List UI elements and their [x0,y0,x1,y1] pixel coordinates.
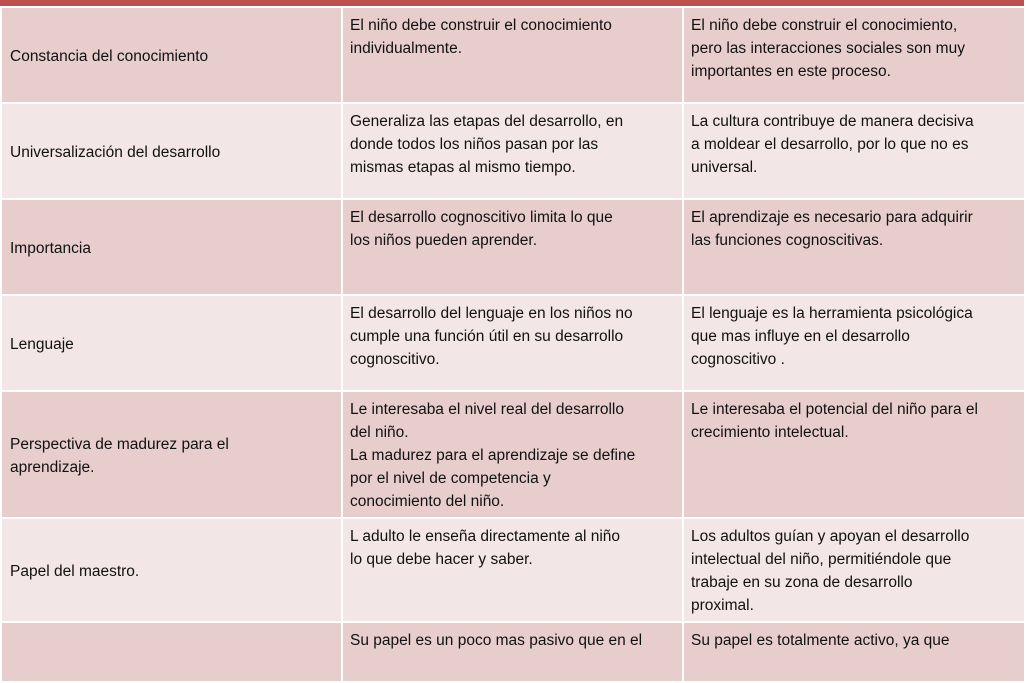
theory-a-cell: L adulto le enseña directamente al niño lo que debe hacer y saber. [342,518,683,622]
aspect-cell: Importancia [1,199,342,295]
theory-b-cell: Le interesaba el potencial del niño para el crecimiento intelectual. [683,391,1025,518]
aspect-cell: Universalización del desarrollo [1,103,342,199]
table-row [1,103,1025,199]
comparison-table [0,6,1026,683]
theory-b-cell: El aprendizaje es necesario para adquirir las funciones cognoscitivas. [683,199,1025,295]
theory-b-cell: El lenguaje es la herramienta psicológica que mas influye en el desarrollo cognoscitivo . [683,295,1025,391]
aspect-cell: Perspectiva de madurez para el aprendizaje. [1,391,342,518]
table-row [1,7,1025,103]
theory-b-cell: La cultura contribuye de manera decisiva a moldear el desarrollo, por lo que no es universal. [683,103,1025,199]
table-row [1,295,1025,391]
theory-b-cell: El niño debe construir el conocimiento, pero las interacciones sociales son muy importantes en este proceso. [683,7,1025,103]
table-row [1,622,1025,682]
theory-a-cell: El niño debe construir el conocimiento individualmente. [342,7,683,103]
aspect-cell: Constancia del conocimiento [1,7,342,103]
theory-b-cell: Los adultos guían y apoyan el desarrollo intelectual del niño, permitiéndole que trabaje en su zona de desarrollo proximal. [683,518,1025,622]
theory-a-cell: El desarrollo del lenguaje en los niños no cumple una función útil en su desarrollo cognoscitivo. [342,295,683,391]
theory-a-cell: Su papel es un poco mas pasivo que en el [342,622,683,682]
table-row [1,199,1025,295]
aspect-cell [1,622,342,682]
aspect-cell: Lenguaje [1,295,342,391]
theory-b-cell: Su papel es totalmente activo, ya que [683,622,1025,682]
table-row [1,391,1025,518]
table-row [1,518,1025,622]
theory-a-cell: El desarrollo cognoscitivo limita lo que los niños pueden aprender. [342,199,683,295]
theory-a-cell: Le interesaba el nivel real del desarrollo del niño. La madurez para el aprendizaje se define por el nivel de competencia y conocimiento del niño. [342,391,683,518]
theory-a-cell: Generaliza las etapas del desarrollo, en donde todos los niños pasan por las mismas etapas al mismo tiempo. [342,103,683,199]
aspect-cell: Papel del maestro. [1,518,342,622]
